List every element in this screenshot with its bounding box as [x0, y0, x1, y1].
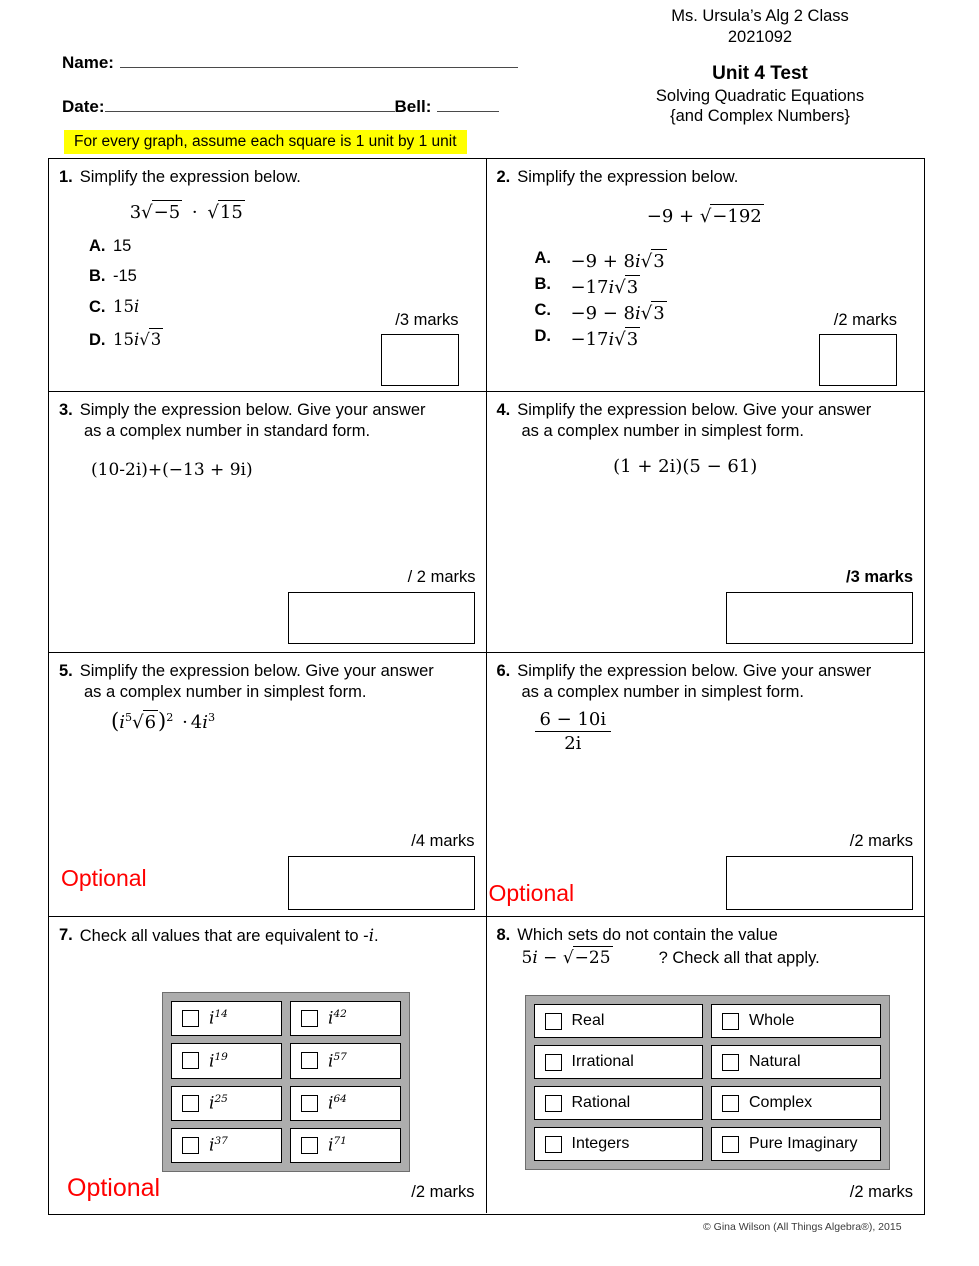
checkbox-option-label: Integers	[571, 1135, 630, 1152]
question-8-expression: 5i − √ −25	[522, 946, 613, 968]
bell-label: Bell:	[394, 97, 432, 116]
choice-c-value: −9 − 8i √ 3	[571, 301, 667, 324]
question-4-prompt-line-2: as a complex number in simplest form.	[521, 422, 804, 440]
question-8-expression-row	[522, 946, 915, 968]
question-4-prompt-line-1: Simplify the expression below. Give your answer	[517, 401, 872, 419]
choice-b-value: −17i √ 3	[571, 275, 641, 298]
question-1-cell	[49, 159, 487, 391]
copyright-footer: © Gina Wilson (All Things Algebra®), 2015	[703, 1221, 902, 1233]
question-3-expression: (10-2i)+(−13 + 9i)	[91, 460, 253, 480]
choice-b-value: -15	[113, 267, 137, 285]
checkbox-option[interactable]	[290, 1001, 401, 1036]
question-6-marks: /2 marks	[849, 832, 913, 850]
question-2-expression: −9 + √ −192	[497, 204, 915, 227]
question-6-header	[497, 661, 915, 682]
checkbox-option-label: $i^{64}$	[328, 1092, 347, 1114]
choice-a-value: 15	[113, 237, 132, 255]
checkbox-option-label: $i^{71}$	[328, 1135, 347, 1156]
checkbox-option[interactable]	[534, 1127, 704, 1161]
checkbox-square-icon[interactable]	[301, 1095, 318, 1112]
choice-d-label: D.	[89, 331, 106, 349]
unit-subtitle: Solving Quadratic Equations	[655, 87, 865, 105]
question-6-number: 6.	[496, 662, 511, 680]
table-row	[49, 392, 924, 653]
choice-a-value: −9 + 8i √ 3	[571, 249, 667, 272]
question-6-prompt-line-1: Simplify the expression below. Give your answer	[517, 662, 872, 680]
checkbox-square-icon[interactable]	[722, 1054, 739, 1071]
choice-b-label: B.	[89, 267, 106, 285]
checkbox-option[interactable]	[711, 1086, 881, 1120]
choice-d-value: 15i √ 3	[113, 328, 163, 349]
question-6-numerator: 6 − 10i	[535, 709, 612, 732]
checkbox-square-icon[interactable]	[722, 1136, 739, 1153]
question-5-header	[59, 661, 476, 682]
table-row	[49, 159, 924, 392]
question-1-answer-box[interactable]	[381, 334, 459, 386]
question-1-marks: /3 marks	[395, 311, 459, 329]
question-2-number: 2.	[496, 168, 511, 186]
question-6-cell	[487, 653, 925, 916]
checkbox-option[interactable]	[290, 1043, 401, 1078]
question-2-cell	[487, 159, 925, 391]
question-4-answer-box[interactable]	[726, 592, 913, 644]
checkbox-option-label: $i^{42}$	[328, 1008, 347, 1029]
question-6-expression	[535, 709, 915, 754]
question-8-prompt-line-1: Which sets do not contain the value	[517, 926, 778, 944]
checkbox-option[interactable]	[290, 1128, 401, 1163]
question-5-cell	[49, 653, 487, 916]
question-3-header	[59, 400, 476, 421]
name-input-line[interactable]	[120, 52, 518, 68]
choice-a[interactable]	[89, 237, 476, 256]
checkbox-square-icon[interactable]	[182, 1095, 199, 1112]
question-8-marks: /2 marks	[849, 1183, 913, 1201]
checkbox-option[interactable]	[711, 1127, 881, 1161]
checkbox-option-label: Natural	[749, 1053, 801, 1070]
checkbox-option[interactable]	[290, 1086, 401, 1121]
choice-c-label: C.	[89, 298, 106, 316]
checkbox-option[interactable]	[171, 1001, 282, 1036]
question-5-answer-box[interactable]	[288, 856, 475, 910]
class-id: 2021092	[727, 28, 793, 46]
checkbox-option[interactable]	[171, 1043, 282, 1078]
checkbox-option-label: $i^{14}$	[209, 1008, 228, 1029]
question-3-marks: / 2 marks	[407, 568, 476, 586]
checkbox-square-icon[interactable]	[722, 1095, 739, 1112]
checkbox-square-icon[interactable]	[182, 1052, 199, 1069]
name-label: Name:	[62, 53, 114, 72]
question-7-marks: /2 marks	[411, 1183, 475, 1201]
questions-table	[48, 158, 925, 1215]
question-5-number: 5.	[59, 662, 73, 680]
choice-d-label: D.	[534, 327, 551, 345]
question-5-prompt-line-1: Simplify the expression below. Give your answer	[79, 662, 434, 680]
checkbox-option[interactable]	[534, 1086, 704, 1120]
checkbox-square-icon[interactable]	[182, 1137, 199, 1154]
question-3-prompt-line-1: Simply the expression below. Give your answer	[79, 401, 426, 419]
question-8-number: 8.	[496, 926, 511, 944]
date-row	[62, 96, 499, 117]
checkbox-option-label: Complex	[749, 1094, 813, 1111]
checkbox-square-icon[interactable]	[182, 1010, 199, 1027]
choice-c-label: C.	[534, 301, 551, 319]
question-3-number: 3.	[59, 401, 73, 419]
question-6-prompt-line-2: as a complex number in simplest form.	[521, 683, 804, 701]
graph-note-highlight: For every graph, assume each square is 1 unit by 1 unit	[64, 130, 467, 154]
checkbox-option-label: $i^{37}$	[209, 1135, 228, 1156]
checkbox-option-label: Pure Imaginary	[749, 1135, 858, 1152]
checkbox-option[interactable]	[171, 1128, 282, 1163]
question-4-expression: (1 + 2i)(5 − 61)	[613, 456, 758, 477]
checkbox-option-label: Irrational	[571, 1053, 634, 1070]
question-4-number: 4.	[496, 401, 511, 419]
unit-subtitle-2: {and Complex Numbers}	[670, 107, 850, 125]
question-2-prompt: Simplify the expression below.	[517, 168, 739, 186]
checkbox-option[interactable]	[534, 1045, 704, 1079]
question-4-cell	[487, 392, 925, 652]
question-3-answer-box[interactable]	[288, 592, 475, 644]
question-5-expression: ($i^5$ √ $6)^2 \cdot 4i^3$	[111, 709, 476, 733]
checkbox-square-icon[interactable]	[545, 1136, 562, 1153]
question-7-checkbox-panel	[162, 992, 410, 1172]
checkbox-square-icon[interactable]	[545, 1095, 562, 1112]
page-header	[0, 0, 979, 158]
table-row	[49, 917, 924, 1213]
question-6-denominator: 2i	[564, 733, 582, 754]
question-2-header	[497, 167, 915, 188]
header-title-block	[560, 6, 960, 126]
checkbox-option[interactable]	[711, 1004, 881, 1038]
question-7-optional-tag: Optional	[67, 1174, 161, 1202]
question-1-expression: 3 √ −5 · √ 15	[59, 200, 316, 223]
unit-title: Unit 4 Test	[712, 63, 808, 84]
question-4-marks: /3 marks	[846, 568, 913, 586]
checkbox-square-icon[interactable]	[722, 1013, 739, 1030]
checkbox-option-label: Rational	[571, 1094, 631, 1111]
choice-d-value: −17i √ 3	[571, 327, 641, 350]
class-name: Ms. Ursula’s Alg 2 Class	[671, 7, 849, 25]
choice-b[interactable]	[534, 271, 915, 298]
question-2-marks: /2 marks	[833, 311, 897, 329]
choice-a[interactable]	[534, 245, 915, 272]
name-row	[62, 52, 518, 73]
question-7-prompt: Check all values that are equivalent to -i.	[79, 926, 379, 945]
checkbox-square-icon[interactable]	[545, 1013, 562, 1030]
choice-a-label: A.	[89, 237, 106, 255]
question-6-answer-box[interactable]	[726, 856, 913, 910]
choice-c-value: 15i	[113, 297, 140, 316]
question-4-header	[497, 400, 915, 421]
question-3-cell	[49, 392, 487, 652]
checkbox-option[interactable]	[711, 1045, 881, 1079]
choice-a-label: A.	[534, 249, 551, 267]
checkbox-option[interactable]	[171, 1086, 282, 1121]
question-7-header	[59, 925, 476, 947]
question-2-answer-box[interactable]	[819, 334, 897, 386]
question-7-number: 7.	[59, 926, 73, 944]
question-2-choices	[534, 245, 915, 350]
checkbox-option-label: Real	[571, 1012, 605, 1029]
checkbox-option-label: $i^{57}$	[328, 1050, 347, 1072]
bell-input-line[interactable]	[437, 96, 499, 112]
question-8-prompt-line-2: ? Check all that apply.	[658, 949, 820, 967]
checkbox-option-label: $i^{19}$	[209, 1050, 228, 1072]
checkbox-square-icon[interactable]	[301, 1010, 318, 1027]
choice-b[interactable]	[89, 267, 476, 286]
question-8-checkbox-panel	[525, 995, 890, 1170]
question-1-prompt: Simplify the expression below.	[79, 168, 301, 186]
question-5-prompt-line-2: as a complex number in simplest form.	[84, 683, 367, 701]
question-1-header	[59, 167, 476, 188]
checkbox-square-icon[interactable]	[545, 1054, 562, 1071]
table-row	[49, 653, 924, 917]
question-5-marks: /4 marks	[411, 832, 475, 850]
checkbox-option-label: Whole	[749, 1012, 795, 1029]
question-3-prompt-line-2: as a complex number in standard form.	[84, 422, 371, 440]
question-6-optional-tag: Optional	[488, 880, 575, 906]
question-5-optional-tag: Optional	[61, 865, 147, 891]
question-8-cell	[487, 917, 925, 1213]
checkbox-square-icon[interactable]	[301, 1137, 318, 1154]
checkbox-option[interactable]	[534, 1004, 704, 1038]
checkbox-square-icon[interactable]	[301, 1052, 318, 1069]
question-7-cell	[49, 917, 487, 1213]
question-8-header	[497, 925, 915, 946]
question-1-number: 1.	[59, 168, 73, 186]
choice-b-label: B.	[534, 275, 551, 293]
date-label: Date:	[62, 97, 105, 116]
checkbox-option-label: $i^{25}$	[209, 1092, 228, 1114]
date-input-line[interactable]	[105, 96, 395, 112]
